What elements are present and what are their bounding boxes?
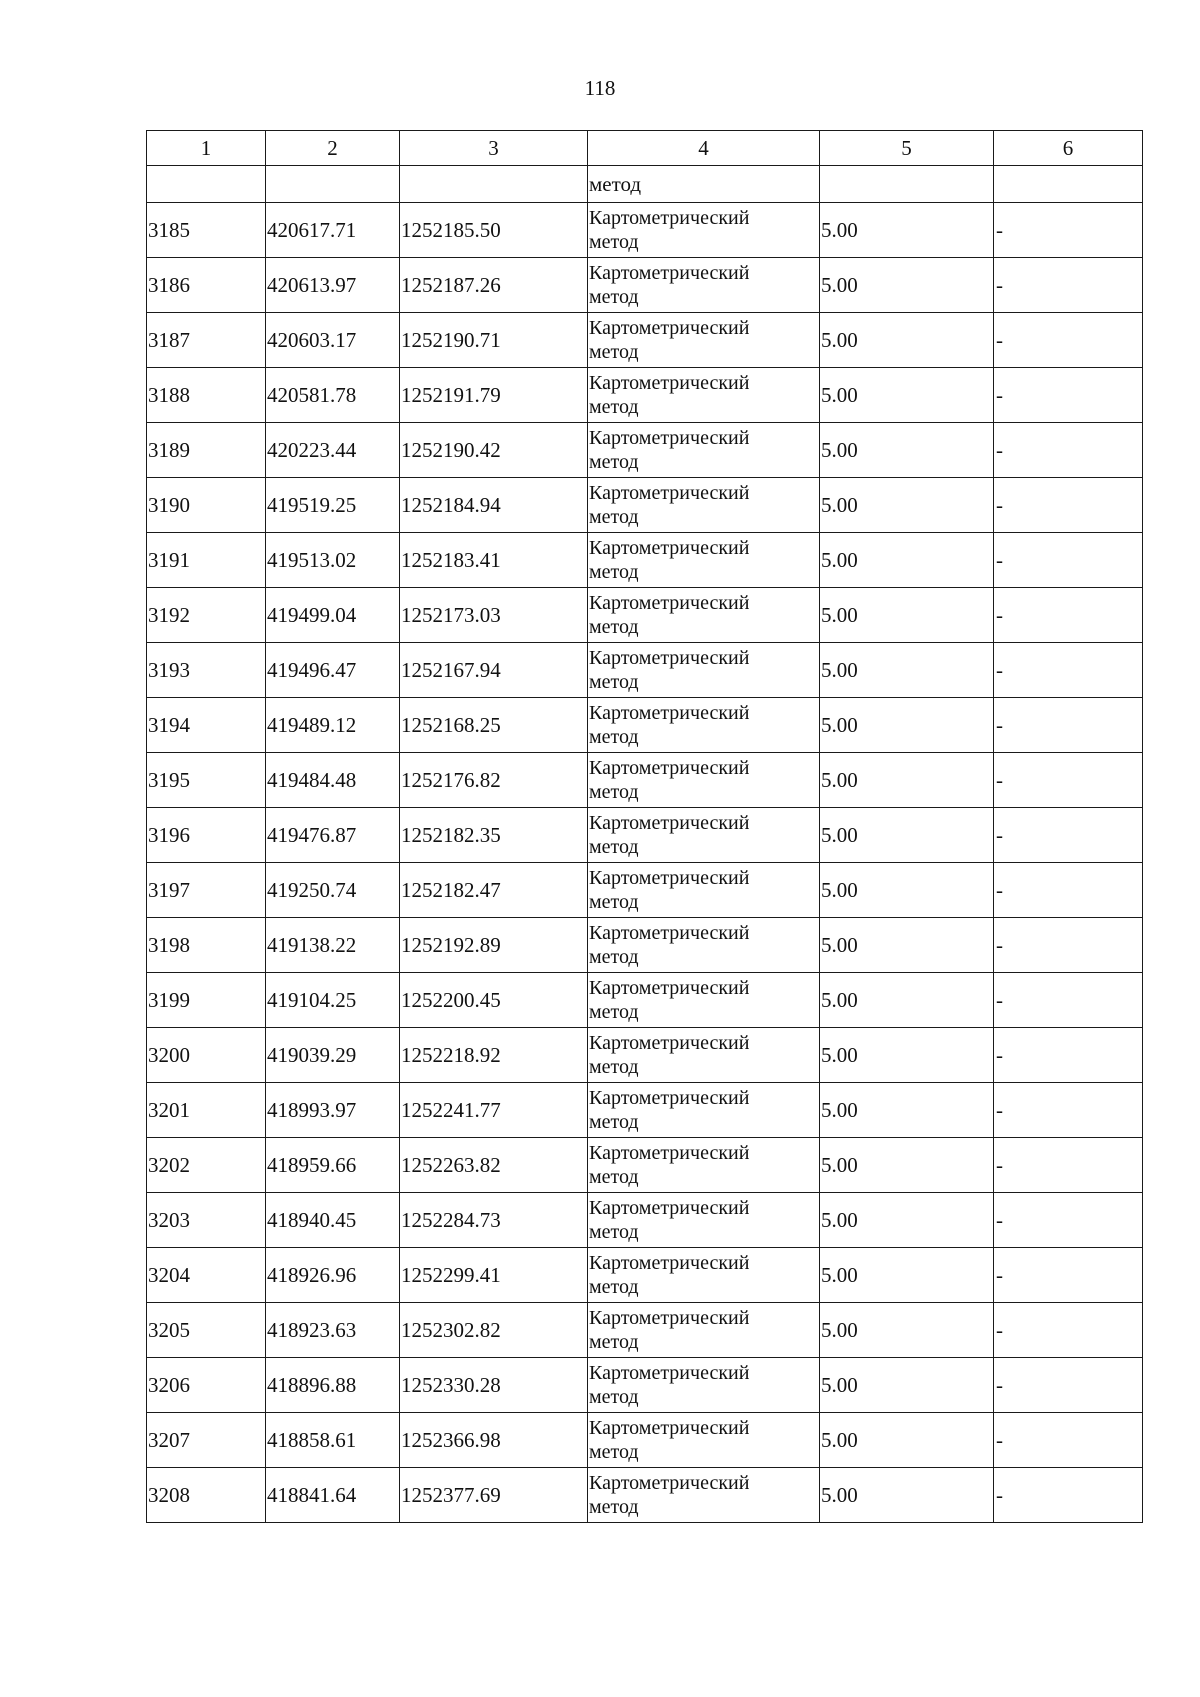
method-line-1: Картометрический xyxy=(589,922,750,944)
point-number: 3202 xyxy=(147,1138,266,1193)
coordinate-y: 1252182.35 xyxy=(400,808,588,863)
continuation-row xyxy=(147,166,1143,203)
note-cell: - xyxy=(994,918,1143,973)
method-line-1: Картометрический xyxy=(589,1252,750,1274)
table-row xyxy=(147,973,1143,1028)
method-line-1: Картометрический xyxy=(589,207,750,229)
coordinate-x: 419484.48 xyxy=(266,753,400,808)
accuracy-value: 5.00 xyxy=(820,258,994,313)
table-row xyxy=(147,478,1143,533)
coordinate-y: 1252299.41 xyxy=(400,1248,588,1303)
point-number: 3199 xyxy=(147,973,266,1028)
coordinate-y: 1252183.41 xyxy=(400,533,588,588)
method-cell xyxy=(588,973,820,1028)
accuracy-value: 5.00 xyxy=(820,1303,994,1358)
method-cell xyxy=(588,863,820,918)
coordinate-y: 1252284.73 xyxy=(400,1193,588,1248)
method-line-1: Картометрический xyxy=(589,757,750,779)
accuracy-value: 5.00 xyxy=(820,1248,994,1303)
method-cell xyxy=(588,918,820,973)
table-row xyxy=(147,1138,1143,1193)
point-number: 3191 xyxy=(147,533,266,588)
coordinate-y: 1252167.94 xyxy=(400,643,588,698)
method-line-2: метод xyxy=(589,451,639,473)
table-row xyxy=(147,1413,1143,1468)
table-row xyxy=(147,1303,1143,1358)
method-cell xyxy=(588,1193,820,1248)
coordinate-x: 418923.63 xyxy=(266,1303,400,1358)
table-row xyxy=(147,1468,1143,1523)
method-cell xyxy=(588,1083,820,1138)
coordinate-x: 419039.29 xyxy=(266,1028,400,1083)
note-cell: - xyxy=(994,203,1143,258)
coordinate-x: 419513.02 xyxy=(266,533,400,588)
point-number: 3204 xyxy=(147,1248,266,1303)
point-number: 3186 xyxy=(147,258,266,313)
method-line-1: Картометрический xyxy=(589,262,750,284)
method-line-1: Картометрический xyxy=(589,1087,750,1109)
method-line-2: метод xyxy=(589,1386,639,1408)
table-row xyxy=(147,918,1143,973)
accuracy-value: 5.00 xyxy=(820,588,994,643)
coordinate-x: 419496.47 xyxy=(266,643,400,698)
accuracy-value: 5.00 xyxy=(820,808,994,863)
note-cell: - xyxy=(994,1193,1143,1248)
table-row xyxy=(147,1028,1143,1083)
method-line-1: Картометрический xyxy=(589,317,750,339)
coordinate-y: 1252168.25 xyxy=(400,698,588,753)
coordinate-x: 419489.12 xyxy=(266,698,400,753)
table-row xyxy=(147,698,1143,753)
method-line-2: метод xyxy=(589,1496,639,1518)
coordinate-x: 419499.04 xyxy=(266,588,400,643)
point-number: 3194 xyxy=(147,698,266,753)
table-row xyxy=(147,258,1143,313)
coordinate-y: 1252173.03 xyxy=(400,588,588,643)
method-line-2: метод xyxy=(589,616,639,638)
table-row xyxy=(147,1248,1143,1303)
header-cell-3: 3 xyxy=(400,131,588,166)
note-cell: - xyxy=(994,368,1143,423)
coordinate-x: 418940.45 xyxy=(266,1193,400,1248)
coordinate-y: 1252176.82 xyxy=(400,753,588,808)
accuracy-value: 5.00 xyxy=(820,1083,994,1138)
table-row xyxy=(147,863,1143,918)
note-cell: - xyxy=(994,588,1143,643)
coordinate-x: 420581.78 xyxy=(266,368,400,423)
point-number: 3190 xyxy=(147,478,266,533)
accuracy-value: 5.00 xyxy=(820,203,994,258)
accuracy-value: 5.00 xyxy=(820,1028,994,1083)
accuracy-value: 5.00 xyxy=(820,533,994,588)
method-line-2: метод xyxy=(589,1166,639,1188)
note-cell: - xyxy=(994,1413,1143,1468)
accuracy-value: 5.00 xyxy=(820,1413,994,1468)
method-line-1: Картометрический xyxy=(589,702,750,724)
method-line-2: метод xyxy=(589,1111,639,1133)
coordinate-y: 1252302.82 xyxy=(400,1303,588,1358)
note-cell: - xyxy=(994,973,1143,1028)
coordinate-x: 418959.66 xyxy=(266,1138,400,1193)
method-line-2: метод xyxy=(589,671,639,693)
method-line-2: метод xyxy=(589,836,639,858)
note-cell: - xyxy=(994,533,1143,588)
table-row xyxy=(147,643,1143,698)
method-line-1: Картометрический xyxy=(589,1307,750,1329)
continuation-cell-1 xyxy=(147,166,266,203)
method-line-1: Картометрический xyxy=(589,1417,750,1439)
coordinate-y: 1252182.47 xyxy=(400,863,588,918)
note-cell: - xyxy=(994,698,1143,753)
method-cell xyxy=(588,808,820,863)
coordinate-y: 1252330.28 xyxy=(400,1358,588,1413)
coordinate-x: 418926.96 xyxy=(266,1248,400,1303)
method-line-2: метод xyxy=(589,1001,639,1023)
coordinates-table xyxy=(146,130,1143,1523)
continuation-cell-6 xyxy=(994,166,1143,203)
method-line-1: Картометрический xyxy=(589,482,750,504)
method-line-1: Картометрический xyxy=(589,427,750,449)
method-cell xyxy=(588,423,820,478)
coordinate-y: 1252377.69 xyxy=(400,1468,588,1523)
method-cell xyxy=(588,698,820,753)
page-number: 118 xyxy=(584,76,616,100)
coordinate-y: 1252190.42 xyxy=(400,423,588,478)
coordinate-x: 419104.25 xyxy=(266,973,400,1028)
note-cell: - xyxy=(994,1248,1143,1303)
accuracy-value: 5.00 xyxy=(820,368,994,423)
method-line-2: метод xyxy=(589,1441,639,1463)
method-cell xyxy=(588,533,820,588)
note-cell: - xyxy=(994,1028,1143,1083)
accuracy-value: 5.00 xyxy=(820,313,994,368)
method-line-2: метод xyxy=(589,286,639,308)
coordinate-y: 1252218.92 xyxy=(400,1028,588,1083)
table-row xyxy=(147,533,1143,588)
coordinate-x: 420603.17 xyxy=(266,313,400,368)
method-line-1: Картометрический xyxy=(589,812,750,834)
method-cell xyxy=(588,1303,820,1358)
method-cell xyxy=(588,1358,820,1413)
method-line-2: метод xyxy=(589,946,639,968)
point-number: 3208 xyxy=(147,1468,266,1523)
table-row xyxy=(147,1083,1143,1138)
table-row xyxy=(147,588,1143,643)
point-number: 3197 xyxy=(147,863,266,918)
coordinate-x: 418858.61 xyxy=(266,1413,400,1468)
note-cell: - xyxy=(994,808,1143,863)
method-line-1: Картометрический xyxy=(589,1142,750,1164)
method-line-1: Картометрический xyxy=(589,867,750,889)
coordinate-x: 420223.44 xyxy=(266,423,400,478)
coordinate-x: 420617.71 xyxy=(266,203,400,258)
note-cell: - xyxy=(994,313,1143,368)
coordinate-y: 1252192.89 xyxy=(400,918,588,973)
method-cell xyxy=(588,1138,820,1193)
method-line-1: Картометрический xyxy=(589,1472,750,1494)
point-number: 3198 xyxy=(147,918,266,973)
header-cell-5: 5 xyxy=(820,131,994,166)
method-line-1: Картометрический xyxy=(589,977,750,999)
method-line-1: Картометрический xyxy=(589,537,750,559)
continuation-cell-2 xyxy=(266,166,400,203)
method-cell xyxy=(588,643,820,698)
method-line-2: метод xyxy=(589,561,639,583)
continuation-cell-3 xyxy=(400,166,588,203)
coordinate-y: 1252191.79 xyxy=(400,368,588,423)
table-header xyxy=(147,131,1143,166)
method-line-1: Картометрический xyxy=(589,372,750,394)
accuracy-value: 5.00 xyxy=(820,973,994,1028)
header-cell-6: 6 xyxy=(994,131,1143,166)
method-line-2: метод xyxy=(589,891,639,913)
point-number: 3206 xyxy=(147,1358,266,1413)
method-line-2: метод xyxy=(589,506,639,528)
note-cell: - xyxy=(994,1358,1143,1413)
header-cell-4: 4 xyxy=(588,131,820,166)
point-number: 3193 xyxy=(147,643,266,698)
method-cell xyxy=(588,258,820,313)
method-cell xyxy=(588,1248,820,1303)
point-number: 3205 xyxy=(147,1303,266,1358)
method-line-1: Картометрический xyxy=(589,647,750,669)
accuracy-value: 5.00 xyxy=(820,643,994,698)
table-row xyxy=(147,753,1143,808)
accuracy-value: 5.00 xyxy=(820,478,994,533)
coordinate-x: 419519.25 xyxy=(266,478,400,533)
point-number: 3200 xyxy=(147,1028,266,1083)
point-number: 3188 xyxy=(147,368,266,423)
method-line-1: Картометрический xyxy=(589,1197,750,1219)
method-line-2: метод xyxy=(589,396,639,418)
coordinate-y: 1252190.71 xyxy=(400,313,588,368)
note-cell: - xyxy=(994,863,1143,918)
coordinate-y: 1252263.82 xyxy=(400,1138,588,1193)
table-row xyxy=(147,313,1143,368)
point-number: 3192 xyxy=(147,588,266,643)
header-cell-2: 2 xyxy=(266,131,400,166)
method-line-2: метод xyxy=(589,231,639,253)
table-row xyxy=(147,808,1143,863)
note-cell: - xyxy=(994,753,1143,808)
coordinate-x: 419476.87 xyxy=(266,808,400,863)
note-cell: - xyxy=(994,1138,1143,1193)
method-line-2: метод xyxy=(589,726,639,748)
coordinate-y: 1252366.98 xyxy=(400,1413,588,1468)
coordinate-x: 418993.97 xyxy=(266,1083,400,1138)
accuracy-value: 5.00 xyxy=(820,1193,994,1248)
method-line-2: метод xyxy=(589,1276,639,1298)
point-number: 3187 xyxy=(147,313,266,368)
point-number: 3185 xyxy=(147,203,266,258)
method-line-1: Картометрический xyxy=(589,592,750,614)
method-line-1: Картометрический xyxy=(589,1362,750,1384)
accuracy-value: 5.00 xyxy=(820,423,994,478)
table-row xyxy=(147,203,1143,258)
header-cell-1: 1 xyxy=(147,131,266,166)
method-line-2: метод xyxy=(589,341,639,363)
point-number: 3203 xyxy=(147,1193,266,1248)
coordinate-y: 1252241.77 xyxy=(400,1083,588,1138)
header-row xyxy=(147,131,1143,166)
accuracy-value: 5.00 xyxy=(820,1358,994,1413)
point-number: 3189 xyxy=(147,423,266,478)
note-cell: - xyxy=(994,423,1143,478)
coordinate-y: 1252184.94 xyxy=(400,478,588,533)
accuracy-value: 5.00 xyxy=(820,863,994,918)
method-line-2: метод xyxy=(589,781,639,803)
accuracy-value: 5.00 xyxy=(820,1468,994,1523)
method-cell xyxy=(588,1028,820,1083)
point-number: 3195 xyxy=(147,753,266,808)
method-line-2: метод xyxy=(589,1056,639,1078)
method-line-1: Картометрический xyxy=(589,1032,750,1054)
method-cell xyxy=(588,313,820,368)
note-cell: - xyxy=(994,1083,1143,1138)
method-cell xyxy=(588,368,820,423)
coordinate-x: 420613.97 xyxy=(266,258,400,313)
method-line-2: метод xyxy=(589,1221,639,1243)
method-cell xyxy=(588,1413,820,1468)
note-cell: - xyxy=(994,643,1143,698)
coordinate-y: 1252200.45 xyxy=(400,973,588,1028)
coordinate-x: 418896.88 xyxy=(266,1358,400,1413)
continuation-cell-5 xyxy=(820,166,994,203)
table-row xyxy=(147,1193,1143,1248)
accuracy-value: 5.00 xyxy=(820,698,994,753)
table-row xyxy=(147,1358,1143,1413)
table-row xyxy=(147,423,1143,478)
note-cell: - xyxy=(994,1303,1143,1358)
coordinate-x: 419250.74 xyxy=(266,863,400,918)
note-cell: - xyxy=(994,1468,1143,1523)
accuracy-value: 5.00 xyxy=(820,918,994,973)
note-cell: - xyxy=(994,258,1143,313)
coordinate-y: 1252185.50 xyxy=(400,203,588,258)
note-cell: - xyxy=(994,478,1143,533)
point-number: 3201 xyxy=(147,1083,266,1138)
method-cell xyxy=(588,753,820,808)
accuracy-value: 5.00 xyxy=(820,1138,994,1193)
coordinate-y: 1252187.26 xyxy=(400,258,588,313)
method-cell xyxy=(588,1468,820,1523)
method-cell xyxy=(588,478,820,533)
point-number: 3196 xyxy=(147,808,266,863)
point-number: 3207 xyxy=(147,1413,266,1468)
continuation-method-cell: метод xyxy=(588,166,820,203)
method-cell xyxy=(588,588,820,643)
method-line-2: метод xyxy=(589,1331,639,1353)
coordinate-x: 418841.64 xyxy=(266,1468,400,1523)
method-cell xyxy=(588,203,820,258)
table-body xyxy=(147,166,1143,1523)
accuracy-value: 5.00 xyxy=(820,753,994,808)
coordinate-x: 419138.22 xyxy=(266,918,400,973)
table-row xyxy=(147,368,1143,423)
